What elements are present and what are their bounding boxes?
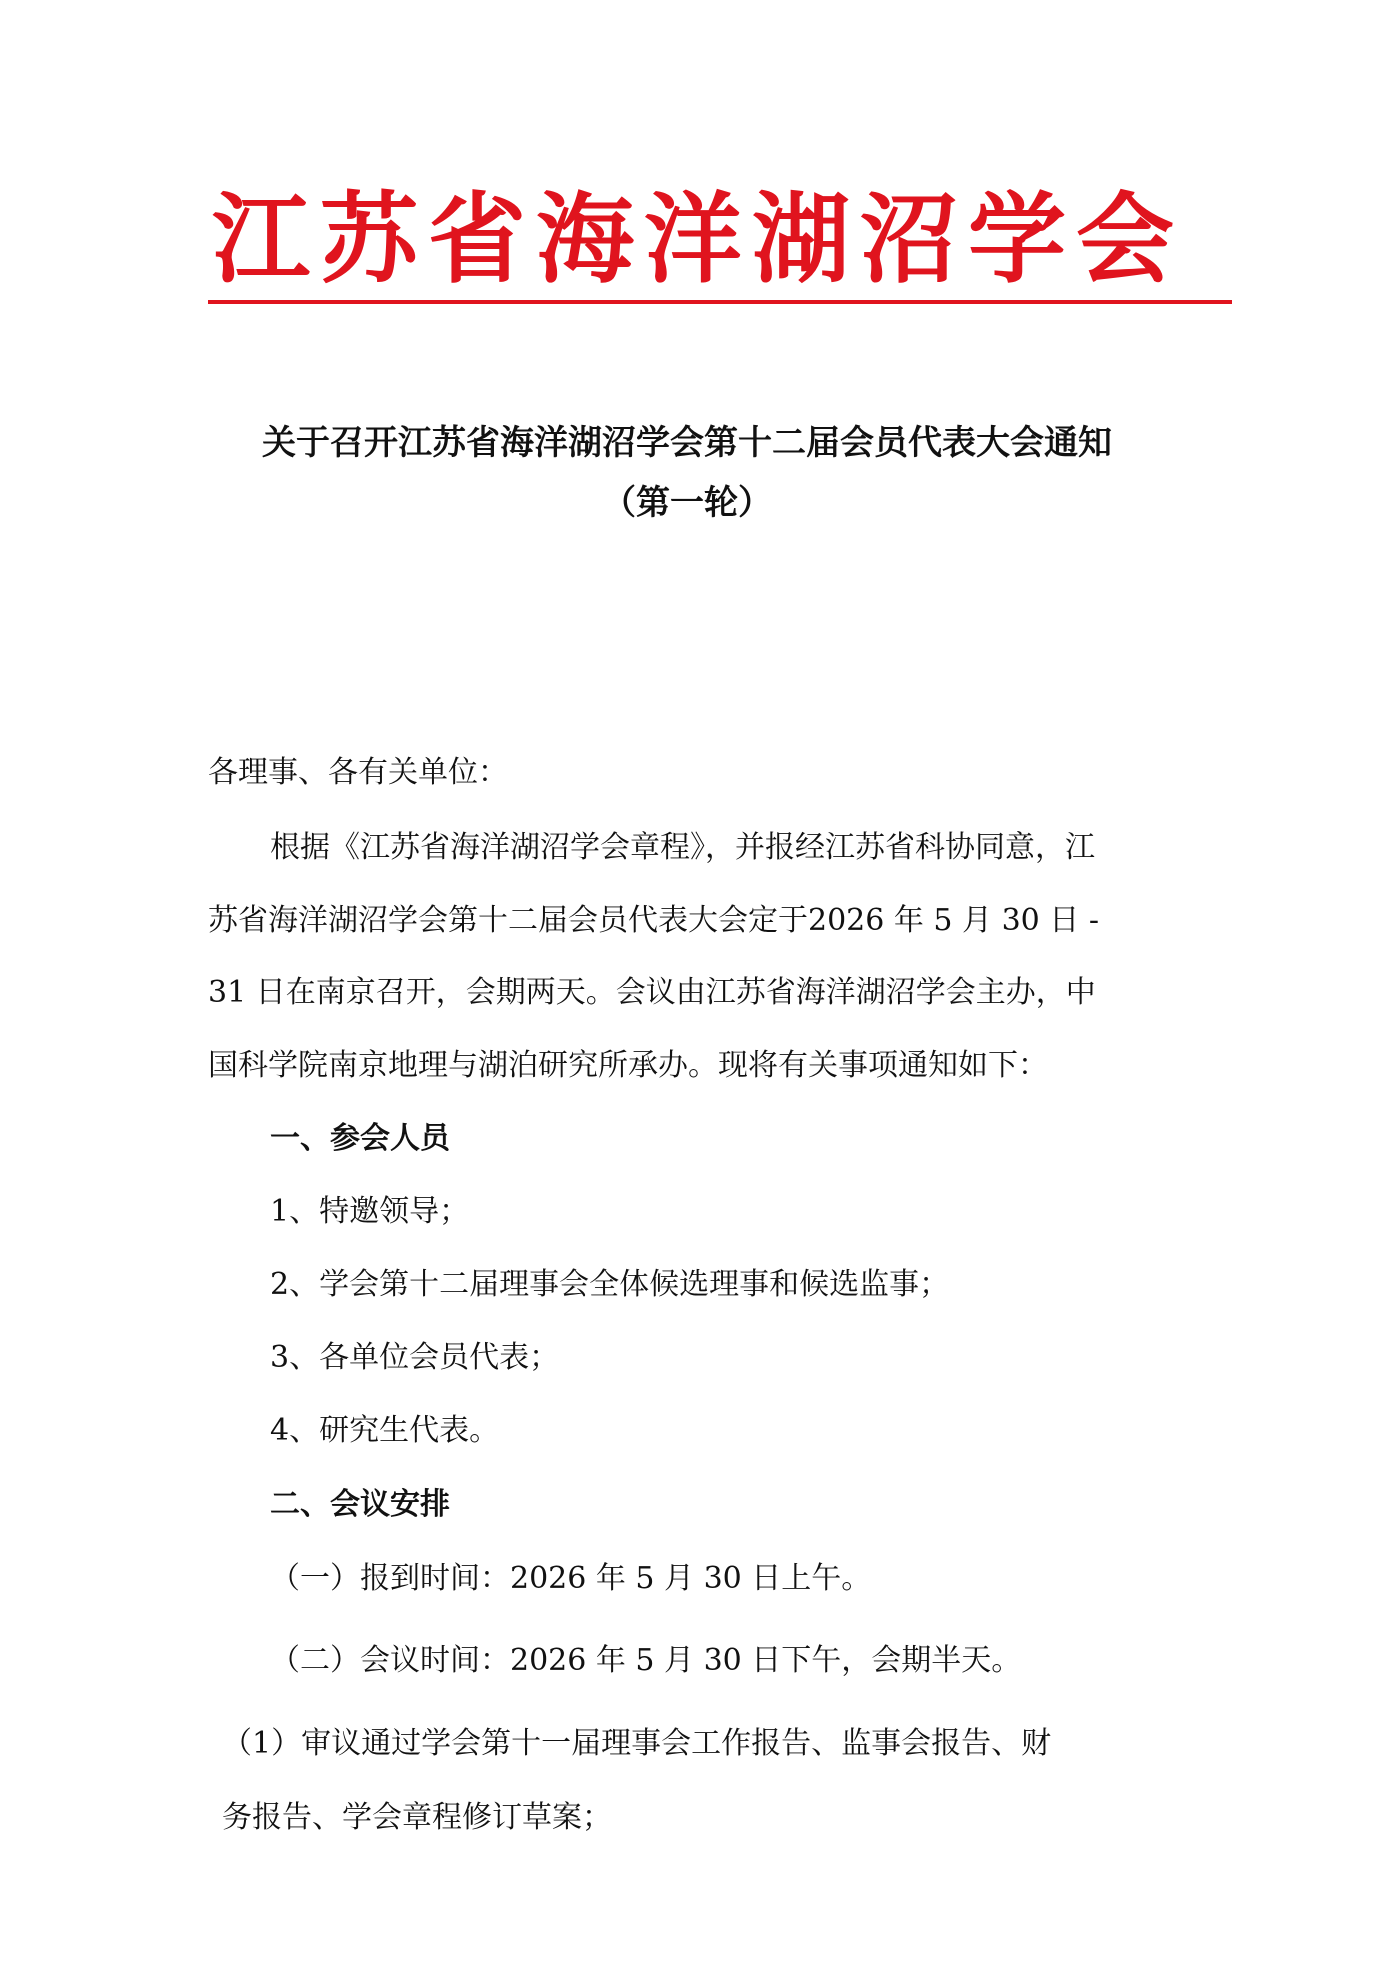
intro-line-4: 国科学院南京地理与湖泊研究所承办。现将有关事项通知如下： <box>208 1048 1048 1083</box>
letterhead-divider <box>208 300 1232 304</box>
attendee-item: 1、特邀领导； <box>270 1194 470 1229</box>
attendee-item: 3、各单位会员代表； <box>270 1340 560 1375</box>
intro-line-2: 苏省海洋湖沼学会第十二届会员代表大会定于2026 年 5 月 30 日 - <box>208 903 1099 938</box>
section-heading-schedule: 二、会议安排 <box>270 1487 450 1522</box>
section-heading-attendees: 一、参会人员 <box>270 1121 450 1156</box>
notice-title: 关于召开江苏省海洋湖沼学会第十二届会员代表大会通知 <box>262 423 1112 463</box>
attendee-item: 4、研究生代表。 <box>270 1413 500 1448</box>
org-letterhead-title: 江苏省海洋湖沼学会 <box>212 183 1185 297</box>
attendee-item: 2、学会第十二届理事会全体候选理事和候选监事； <box>270 1267 950 1302</box>
intro-line-3: 31 日在南京召开，会期两天。会议由江苏省海洋湖沼学会主办，中 <box>208 975 1096 1010</box>
intro-line-1: 根据《江苏省海洋湖沼学会章程》，并报经江苏省科协同意，江 <box>270 830 1095 865</box>
agenda-item-line-2: 务报告、学会章程修订草案； <box>222 1800 612 1835</box>
agenda-item-line-1: （1）审议通过学会第十一届理事会工作报告、监事会报告、财 <box>222 1726 1052 1761</box>
meeting-time: （二）会议时间：2026 年 5 月 30 日下午，会期半天。 <box>270 1643 1022 1678</box>
notice-subtitle: （第一轮） <box>602 483 772 523</box>
checkin-time: （一）报到时间：2026 年 5 月 30 日上午。 <box>270 1561 872 1596</box>
salutation: 各理事、各有关单位： <box>208 755 508 790</box>
